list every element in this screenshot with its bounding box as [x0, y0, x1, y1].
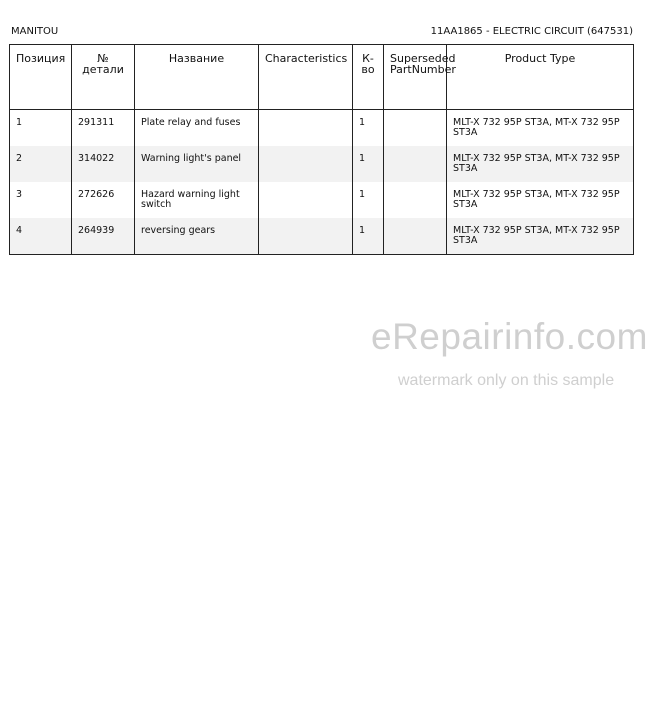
cell-superseded — [384, 110, 447, 147]
cell-characteristics — [259, 218, 353, 255]
header-brand: MANITOU — [11, 26, 59, 37]
product-type-text: MLT-X 732 95P ST3A, MT-X 732 95P ST3A — [453, 153, 620, 174]
cell-position: 1 — [10, 110, 72, 147]
cell-product-type — [447, 146, 634, 182]
cell-characteristics — [259, 110, 353, 147]
cell-superseded — [384, 218, 447, 255]
column-header-quantity: К-во — [353, 45, 384, 110]
cell-position: 2 — [10, 146, 72, 182]
name-text: Hazard warning light switch — [141, 189, 240, 210]
cell-name — [135, 182, 259, 218]
column-header-characteristics: Characteristics — [259, 45, 353, 110]
column-header-position: Позиция — [10, 45, 72, 110]
cell-name: Plate relay and fuses — [135, 110, 259, 147]
product-type-text: MLT-X 732 95P ST3A, MT-X 732 95P ST3A — [453, 117, 620, 138]
table-row — [10, 182, 634, 218]
cell-superseded — [384, 146, 447, 182]
cell-characteristics — [259, 146, 353, 182]
column-header-product-type: Product Type — [447, 45, 634, 110]
cell-quantity: 1 — [353, 110, 384, 147]
cell-product-type — [447, 110, 634, 147]
column-header-part-number: № детали — [72, 45, 135, 110]
table-row — [10, 218, 634, 255]
table-row — [10, 146, 634, 182]
table-row — [10, 110, 634, 147]
column-header-name: Название — [135, 45, 259, 110]
product-type-text: MLT-X 732 95P ST3A, MT-X 732 95P ST3A — [453, 225, 620, 246]
cell-name: reversing gears — [135, 218, 259, 255]
cell-characteristics — [259, 182, 353, 218]
cell-name: Warning light's panel — [135, 146, 259, 182]
cell-superseded — [384, 182, 447, 218]
column-header-superseded: Superseded PartNumber — [384, 45, 447, 110]
cell-quantity: 1 — [353, 146, 384, 182]
parts-table — [9, 44, 634, 255]
cell-quantity: 1 — [353, 218, 384, 255]
header-section-title: 11AA1865 - ELECTRIC CIRCUIT (647531) — [430, 26, 633, 37]
watermark-subtitle: watermark only on this sample — [398, 372, 615, 389]
product-type-text: MLT-X 732 95P ST3A, MT-X 732 95P ST3A — [453, 189, 620, 210]
cell-part-number: 264939 — [72, 218, 135, 255]
cell-part-number: 314022 — [72, 146, 135, 182]
cell-position: 4 — [10, 218, 72, 255]
cell-quantity: 1 — [353, 182, 384, 218]
cell-product-type — [447, 182, 634, 218]
cell-part-number: 291311 — [72, 110, 135, 147]
cell-part-number: 272626 — [72, 182, 135, 218]
table-header-row — [10, 45, 634, 110]
watermark-title: eRepairinfo.com — [371, 316, 648, 357]
cell-product-type — [447, 218, 634, 255]
cell-position: 3 — [10, 182, 72, 218]
